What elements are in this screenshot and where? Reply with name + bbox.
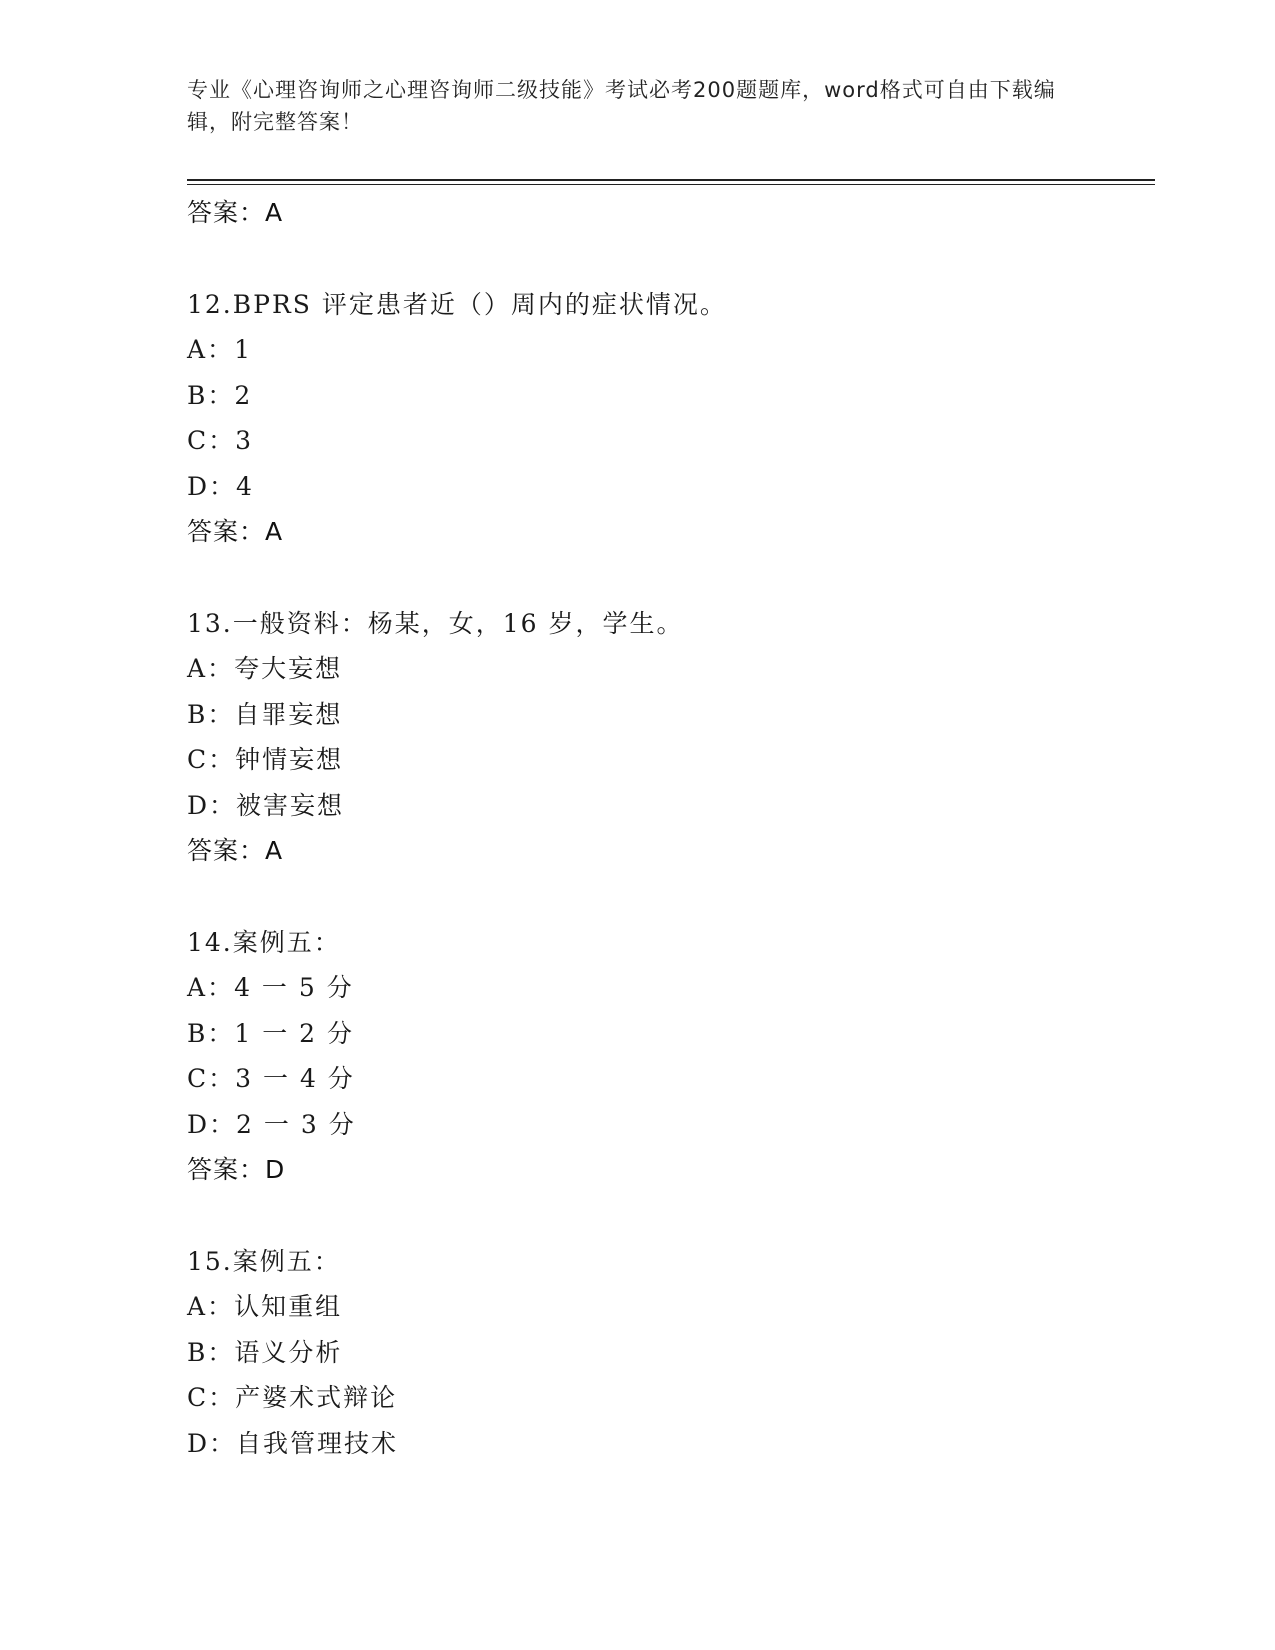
question-stem: 13.一般资料：杨某，女，16 岁，学生。 [187, 608, 684, 638]
question-block [187, 601, 1147, 874]
option-d: D：自我管理技术 [187, 1428, 399, 1458]
option-d: D：4 [187, 471, 254, 501]
option-c: C：钟情妄想 [187, 745, 344, 774]
option-b: B：2 [187, 380, 253, 410]
question-stem: 12.BPRS 评定患者近（）周内的症状情况。 [187, 289, 727, 319]
option-b: B：语义分析 [187, 1337, 343, 1367]
option-c: C：3 [187, 426, 254, 455]
option-a: A：夸大妄想 [187, 654, 343, 683]
option-d: D：被害妄想 [187, 790, 345, 820]
answer-line: 答案：A [187, 198, 284, 227]
option-a: A：4 一 5 分 [187, 973, 354, 1002]
question-block [187, 1239, 1147, 1467]
question-stem: 14.案例五： [187, 927, 341, 957]
answer-line: 答案：A [187, 836, 284, 865]
question-block [187, 920, 1147, 1193]
option-c: C：3 一 4 分 [187, 1064, 355, 1093]
header-divider-thick [187, 179, 1155, 181]
option-b: B：自罪妄想 [187, 699, 343, 729]
option-d: D：2 一 3 分 [187, 1109, 356, 1139]
document-header: 专业《心理咨询师之心理咨询师二级技能》考试必考200题题库，word格式可自由下载编辑，附完整答案！ [187, 78, 1056, 134]
question-stem: 15.案例五： [187, 1246, 341, 1276]
option-a: A：认知重组 [187, 1292, 343, 1321]
question-list [187, 190, 1147, 1466]
answer-line: 答案：A [187, 517, 284, 546]
question-block [187, 282, 1147, 555]
option-c: C：产婆术式辩论 [187, 1383, 398, 1412]
header-divider-thin [187, 184, 1155, 185]
answer-line: 答案：D [187, 1155, 286, 1184]
option-b: B：1 一 2 分 [187, 1018, 355, 1048]
option-a: A：1 [187, 335, 252, 364]
